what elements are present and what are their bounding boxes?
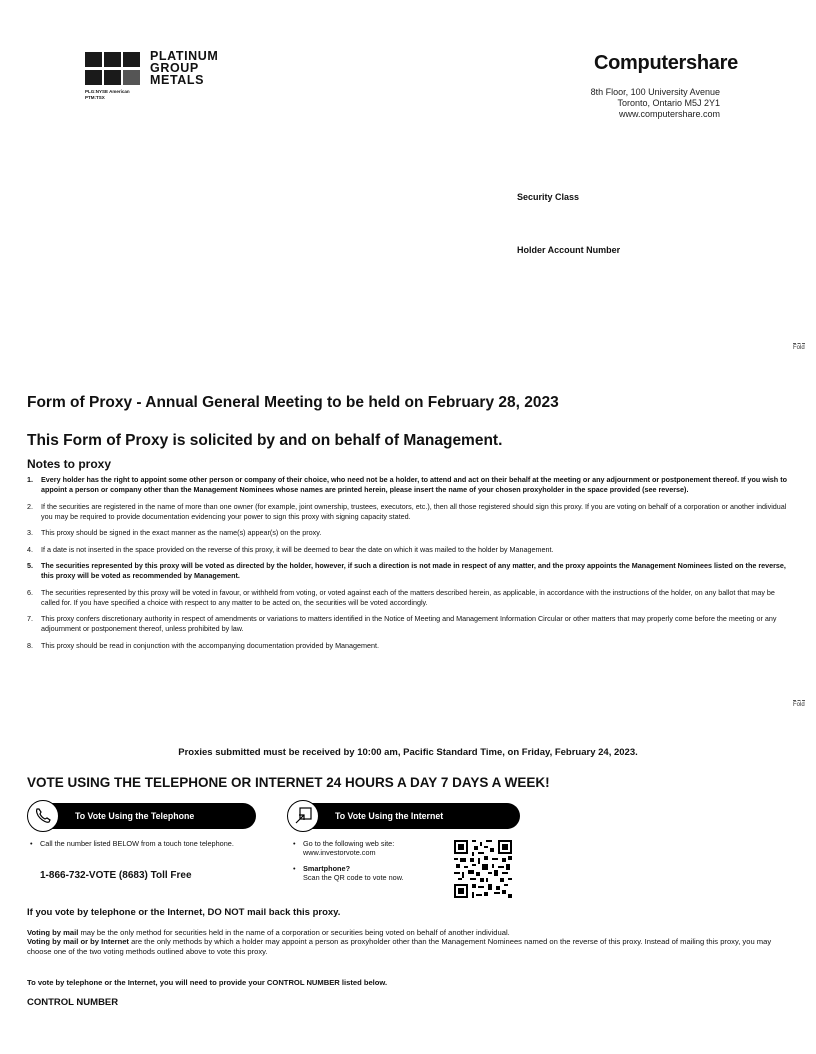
phone-icon xyxy=(27,800,59,832)
vote-banner: VOTE USING THE TELEPHONE OR INTERNET 24 HOURS A DAY 7 DAYS A WEEK! xyxy=(27,775,550,790)
issuer-tickers: PLG:NYSE American PTM:TSX xyxy=(85,89,130,100)
security-class-label: Security Class xyxy=(517,192,580,202)
do-not-mail-notice: If you vote by telephone or the Internet, DO NOT mail back this proxy. xyxy=(27,907,341,918)
internet-cursor-icon xyxy=(287,800,319,832)
note-item: 8. This proxy should be read in conjunction with the accompanying documentation provided by Management. xyxy=(27,640,380,650)
qr-code xyxy=(454,840,512,898)
mail-voting-notes: Voting by mail may be the only method for securities held in the name of a corporation or securities being voted on behalf of another individual. Voting by mail or by Internet are the only methods by which a holder may appoint a person as proxyholder other than the Management Nominees named on the reverse of this proxy. Instead of mailing this proxy, you may choose one of the two voting methods outlined above to vote this proxy. xyxy=(27,928,772,956)
note-item: 7. This proxy confers discretionary authority in respect of amendments or variations to matters identified in the Notice of Meeting and Management Information Circular or other matters that may properly come before the meeting or any adjournment or postponement thereof, unless prohibited by law. xyxy=(27,614,777,633)
notes-list xyxy=(27,475,787,657)
internet-vote-header xyxy=(290,803,520,829)
note-item: 6. The securities represented by this proxy will be voted in favour, or withheld from voting, or voted against each of the matters described herein, as applicable, in accordance with the instructions of the holder, on any ballot that may be called for. If you have specified a choice with respect to any matter to be acted on, the securities will be voted accordingly. xyxy=(27,587,775,607)
phone-instruction: • Call the number listed BELOW from a touch tone telephone. xyxy=(30,839,234,848)
phone-vote-header xyxy=(30,803,256,829)
deadline-notice: Proxies submitted must be received by 10:00 am, Pacific Standard Time, on Friday, February 24, 2023. xyxy=(178,747,638,758)
note-item: 1. Every holder has the right to appoint some other person or company of their choice, who need not be a holder, to attend and act on their behalf at the meeting or any adjournment or postponement thereof. If you wish to appoint a person or company other than the Management Nominees whose names are printed herein, please insert the name of your chosen proxyholder in the space provided (see reverse). xyxy=(27,475,787,494)
form-title: Form of Proxy - Annual General Meeting to be held on February 28, 2023 xyxy=(27,394,559,411)
form-subtitle: This Form of Proxy is solicited by and on behalf of Management. xyxy=(27,432,503,449)
note-item: 3. This proxy should be signed in the exact manner as the name(s) appear(s) on the proxy. xyxy=(27,528,322,537)
fold-mark-bottom: Fold xyxy=(793,702,805,708)
notes-heading: Notes to proxy xyxy=(27,457,112,471)
internet-vote-label: To Vote Using the Internet xyxy=(335,811,444,821)
phone-number: 1-866-732-VOTE (8683) Toll Free xyxy=(40,870,192,881)
computershare-logo-text: Computershare xyxy=(594,52,738,74)
note-item: 2. If the securities are registered in the name of more than one owner (for example, joint ownership, trustees, executors, etc.), then all those registered should sign this proxy. If you are voting on behalf of a corporation or another individual you may be required to provide documentation evidencing your power to sign this proxy with signing capacity stated. xyxy=(27,501,787,521)
holder-account-label: Holder Account Number xyxy=(517,245,621,255)
smartphone-instruction: • Smartphone? Scan the QR code to vote now. xyxy=(293,864,404,882)
computershare-logo xyxy=(594,52,738,75)
fold-mark-top: Fold xyxy=(793,345,805,351)
issuer-logo-text: PLATINUM GROUP METALS xyxy=(150,49,219,87)
control-number-note: To vote by telephone or the Internet, you will need to provide your CONTROL NUMBER listed below. xyxy=(27,978,388,987)
agent-address: 8th Floor, 100 University Avenue Toronto, Ontario M5J 2Y1 www.computershare.com xyxy=(590,87,720,119)
internet-instruction: • Go to the following web site: www.investorvote.com xyxy=(293,839,395,857)
note-item: 5. The securities represented by this proxy will be voted as directed by the holder, however, if such a direction is not made in respect of any matter, and the proxy appoints the Management Nominees listed on the reverse, this proxy will be voted as recommended by Management. xyxy=(27,561,786,580)
phone-vote-label: To Vote Using the Telephone xyxy=(75,811,195,821)
control-number-label: CONTROL NUMBER xyxy=(27,997,119,1008)
issuer-logo-mark xyxy=(85,52,141,87)
note-item: 4. If a date is not inserted in the space provided on the reverse of this proxy, it will be deemed to bear the date on which it was mailed to the holder by Management. xyxy=(27,544,554,554)
